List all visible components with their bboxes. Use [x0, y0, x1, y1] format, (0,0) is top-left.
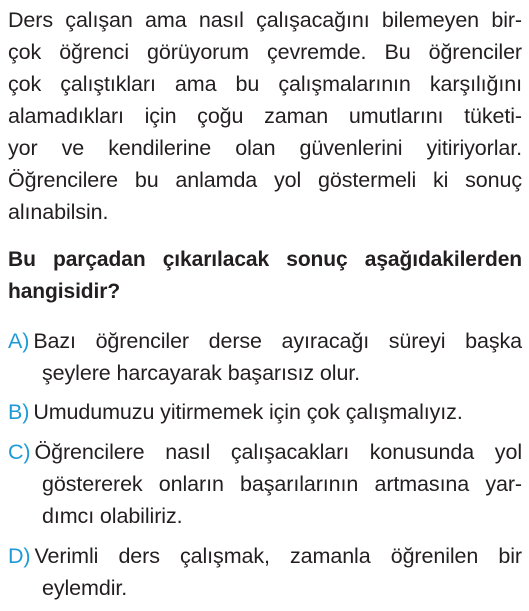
option-c-continuation: dımcı olabiliriz. [42, 504, 183, 528]
option-a-continuation: şeylere harcayarak başarısız olur. [42, 361, 361, 385]
option-d-letter: D) [8, 544, 31, 568]
passage-line: yor ve kendilerine olan güvenlerini yitiriyorlar. [8, 136, 522, 160]
option-a[interactable] [8, 325, 522, 357]
option-c[interactable] [8, 436, 522, 468]
option-b-text: Umudumuzu yitirmemek için çok çalışmalıyız. [33, 400, 463, 424]
option-d-continuation: eylemdir. [42, 576, 128, 600]
option-d[interactable] [8, 540, 522, 572]
option-a-text: Bazı öğrenciler derse ayıracağı süreyi başka [33, 329, 522, 353]
passage-line: çok çalıştıkları ama bu çalışmalarının karşılığını [8, 72, 522, 96]
passage-line: Öğrencilere bu anlamda yol göstermeli ki sonuç [8, 168, 522, 192]
option-d-text: Verimli ders çalışmak, zamanla öğrenilen bir [34, 544, 522, 568]
option-c-text: Öğrencilere nasıl çalışacakları konusunda yol [34, 440, 522, 464]
question-stem-line: Bu parçadan çıkarılacak sonuç aşağıdakilerden [8, 248, 522, 271]
option-b[interactable] [8, 396, 463, 428]
option-a-letter: A) [8, 329, 30, 353]
passage-line: Ders çalışan ama nasıl çalışacağını bilemeyen bir- [8, 8, 522, 32]
passage-line: alamadıkları için çoğu zaman umutlarını tüketi- [8, 104, 522, 128]
passage-line: çok öğrenci görüyorum çevremde. Bu öğrenciler [8, 40, 522, 64]
option-b-letter: B) [8, 400, 30, 424]
option-c-letter: C) [8, 440, 31, 464]
option-c-continuation: göstererek onların başarılarının artmasına yar- [42, 472, 522, 496]
passage-line: alınabilsin. [8, 200, 109, 224]
question-stem-line: hangisidir? [8, 280, 121, 303]
